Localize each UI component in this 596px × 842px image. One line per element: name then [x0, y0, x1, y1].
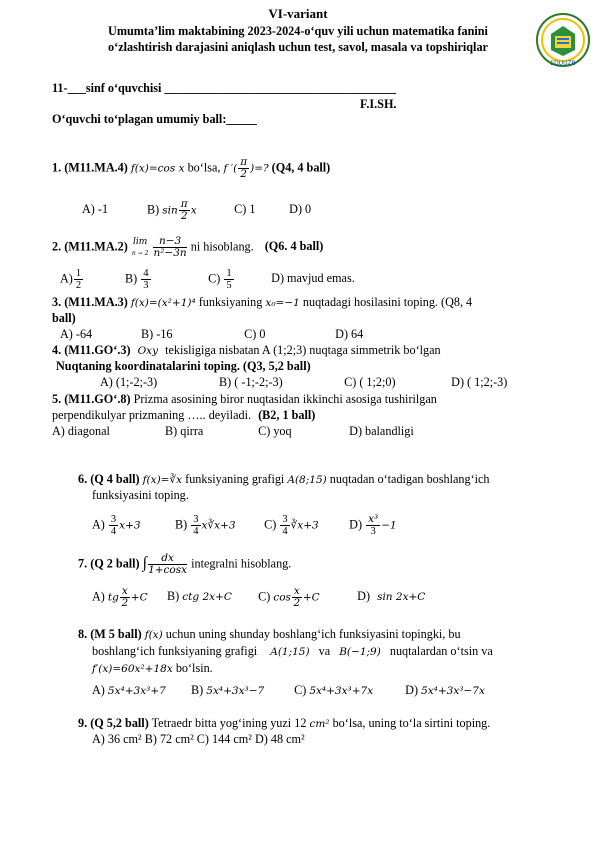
- svg-text:EDUUZB: EDUUZB: [550, 60, 576, 67]
- question-5-cont: perpendikulyar prizmaning ….. deyiladi. (B2, 1 ball): [52, 408, 316, 422]
- question-6: 6. (Q 4 ball) f(x)=∛x funksiyaning grafigi A(8;15) nuqtadan o‘tadigan boshlang‘ich: [78, 472, 490, 486]
- question-4-answers: A) (1;-2;-3) B) ( -1;-2;-3) C) ( 1;2;0) D) ( 1;2;-3): [100, 375, 508, 389]
- question-5-answers: A) diagonal B) qirra C) yoq D) balandligi: [52, 424, 414, 438]
- question-1: 1. (M11.MA.4) f(x)=cos x bo‘lsa, f ′( $\frac{\pi}{2}$ )=? (Q4, 4 ball): [52, 156, 331, 180]
- question-8: 8. (M 5 ball) f(x) uchun uning shunday boshlang‘ich funksiyasini topingki, bu: [78, 627, 461, 641]
- question-5: 5. (M11.GO‘.8) Prizma asosining biror nuqtasidan ikkinchi asosiga tushirilgan: [52, 392, 437, 406]
- question-4: 4. (M11.GO‘.3) Oxy tekisligiga nisbatan A (1;2;3) nuqtaga simmetrik bo‘lgan: [52, 343, 441, 357]
- question-8-cont: boshlang‘ich funksiyaning grafigi A(1;15) va B(−1;9) nuqtalardan o‘tsin va: [92, 644, 493, 658]
- question-8-answers: A) 5x⁴+3x³+7 B) 5x⁴+3x³−7 C) 5x⁴+3x³+7x D) 5x⁴+3x³−7x: [92, 683, 485, 697]
- question-9: 9. (Q 5,2 ball) Tetraedr bitta yog‘ining yuzi 12 cm² bo‘lsa, uning to‘la sirtini toping.: [78, 716, 491, 730]
- question-9-answers: A) 36 cm² B) 72 cm² C) 144 cm² D) 48 cm²: [92, 732, 305, 746]
- class-line: 11-___sinf o‘quvchisi ______________________________________: [52, 81, 396, 95]
- question-3-answers: A) -64 B) -16 C) 0 D) 64: [60, 327, 364, 341]
- question-2: 2. (M11.MA.2) lim n → 2 $\frac{n-3}{\text{n²−3n}}$ ni hisoblang. (Q6. 4 ball): [52, 235, 324, 259]
- question-7-answers: A) tg $\frac{x}{2}$ +C B) ctg 2x+C C) cos $\frac{x}{2}$ +C D) sin 2x+C: [92, 585, 426, 609]
- header-subtitle-1: Umumta’lim maktabining 2023-2024-o‘quv yili uchun matematika fanini: [108, 24, 488, 38]
- question-4-cont: Nuqtaning koordinatalarini toping. (Q3, 5,2 ball): [56, 359, 311, 373]
- question-3-cont: ball): [52, 311, 76, 325]
- question-3: 3. (M11.MA.3) f(x)=(x²+1)⁴ funksiyaning x₀=−1 nuqtadagi hosilasini toping. (Q8, 4: [52, 295, 473, 309]
- header-subtitle-2: o‘zlashtirish darajasini aniqlash uchun test, savol, masala va topshiriqlar: [108, 40, 488, 54]
- total-score-line: O‘quvchi to‘plagan umumiy ball:_____: [52, 112, 257, 126]
- variant-title: VI-variant: [268, 6, 328, 21]
- fish-label: F.I.SH.: [360, 97, 397, 111]
- question-1-answers: A) -1 B) sin $\frac{\pi}{2}$ x C) 1 D) 0: [82, 198, 312, 222]
- question-8-derivative: f′(x)=60x²+18x bo‘lsin.: [92, 661, 213, 675]
- question-7: 7. (Q 2 ball) ∫ $\frac{dx}{1+\cos x}$ integralni hisoblang.: [78, 552, 292, 576]
- question-6-cont: funksiyasini toping.: [92, 488, 189, 502]
- question-6-answers: A) $\frac{3}{4}$ x+3 B) $\frac{3}{4}$ x∛x+3 C) $\frac{3}{4}$ ∛x+3 D) $\frac{\text{x³}}{3}$ −1: [92, 513, 397, 537]
- question-2-answers: A) $\frac{1}{2}$ B) $\frac{4}{3}$ C) $\frac{1}{5}$ D) mavjud emas.: [60, 268, 355, 291]
